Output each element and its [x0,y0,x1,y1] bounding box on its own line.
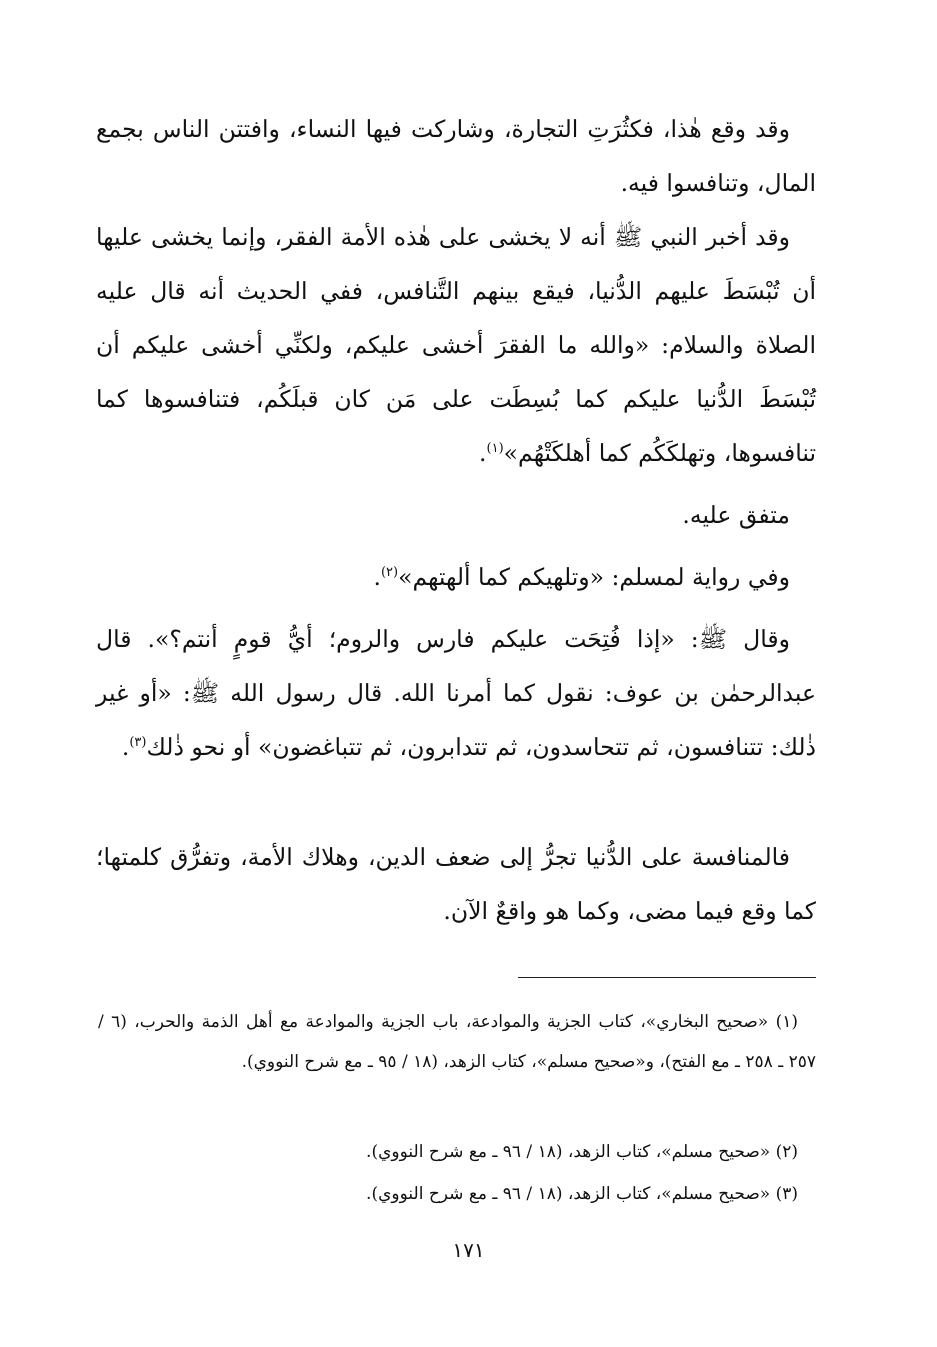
footnote-ref-3[interactable]: (٣) [129,735,147,751]
paragraph-4: وفي رواية لمسلم: «وتلهيكم كما ألهتهم»$^{(٢)}$. [373,563,790,591]
paragraph-2: وقد أخبر النبي ﷺ أنه لا يخشى على هٰذه الأمة الفقر، وإنما يخشى عليها أن تُبْسَطَ عليهم الدُّنيا، فيقع بينهم التَّنافس، ففي الحديث أنه قال عليه الصلاة والسلام: «والله ما الفقرَ أخشى عليكم، ولكنِّي أخشى عليكم أن تُبْسَطَ الدُّنيا عليكم كما بُسِطَت على مَن كان قبلَكُم، فتنافسوها كما تنافسوها، وتهلكَكُم كما أهلكَتْهُم»$^{(١)}$. [96,223,816,467]
paragraph-6: فالمنافسة على الدُّنيا تجرُّ إلى ضعف الدين، وهلاك الأمة، وتفرُّق كلمتها؛ كما وقع فيما مضى، وكما هو واقعٌ الآن. [96,843,816,925]
paragraph-5: وقال ﷺ: «إذا فُتِحَت عليكم فارس والروم؛ أيُّ قومٍ أنتم؟». قال عبدالرحمٰن بن عوف: نقول كما أمرنا الله. قال رسول الله ﷺ: «أو غير ذٰلك: تتنافسون، ثم تتحاسدون، ثم تتدابرون، ثم تتباغضون» أو نحو ذٰلك$^{(٣)}$. [96,625,816,761]
footnote-1: (١) «صحيح البخاري»، كتاب الجزية والموادعة، باب الجزية والموادعة مع أهل الذمة والحرب، (٦ / ٢٥٧ ـ ٢٥٨ ـ مع الفتح)، و«صحيح مسلم»، كتاب الزهد، (١٨ / ٩٥ ـ مع شرح النووي). [98,1012,816,1072]
footnote-divider [518,977,816,978]
paragraph-1: وقد وقع هٰذا، فكثُرَتِ التجارة، وشاركت فيها النساء، وافتتن الناس بجمع المال، وتنافسوا فيه. [96,115,816,197]
page-number: ١٧١ [452,1238,485,1262]
footnote-2: (٢) «صحيح مسلم»، كتاب الزهد، (١٨ / ٩٦ ـ مع شرح النووي). [366,1142,798,1162]
footnote-3: (٣) «صحيح مسلم»، كتاب الزهد، (١٨ / ٩٦ ـ مع شرح النووي). [366,1184,798,1204]
footnote-ref-2[interactable]: (٢) [380,565,399,581]
footnote-ref-1[interactable]: (١) [486,441,504,457]
paragraph-3: متفق عليه. [682,501,790,529]
